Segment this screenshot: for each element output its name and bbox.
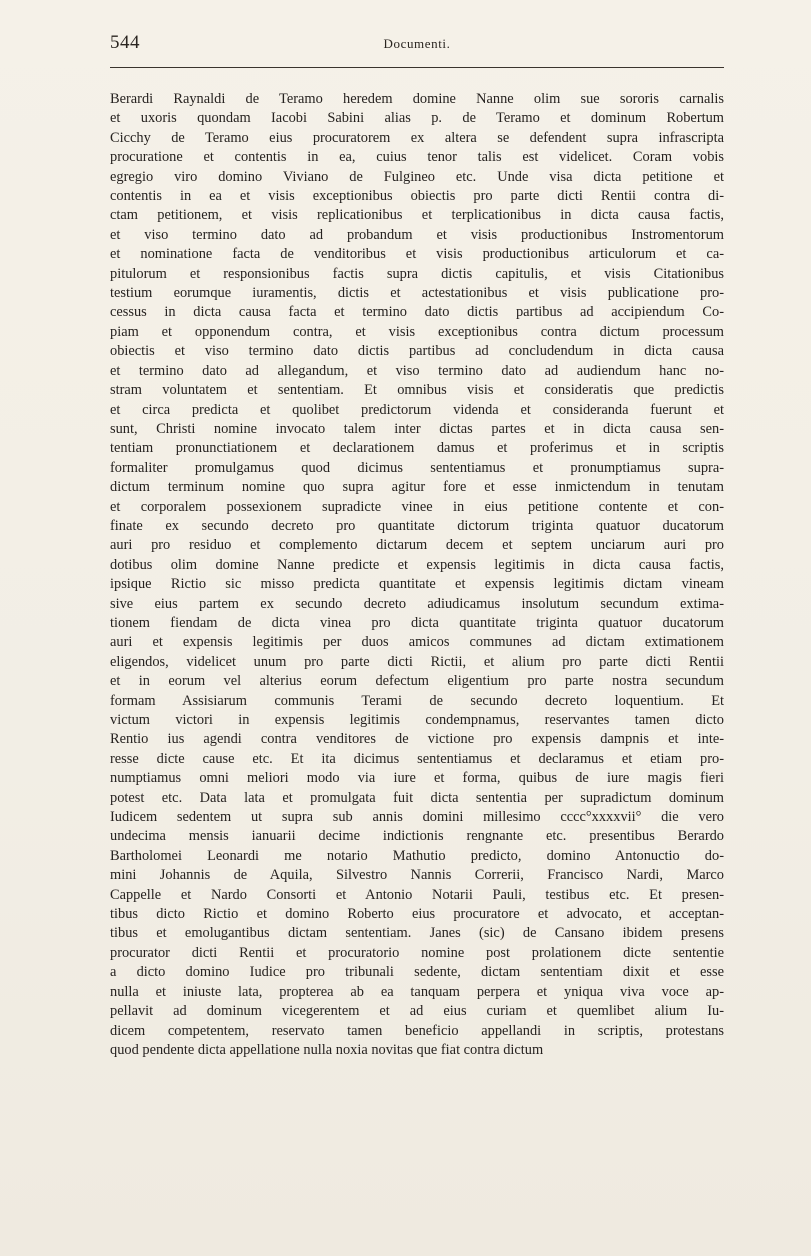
body-line: dictum terminum nomine quo supra agitur fore et esse inmictendum in tenutam <box>110 479 724 496</box>
body-text <box>110 90 724 1060</box>
body-line: Cicchy de Teramo eius procuratorem ex altera se defendent supra infrascripta <box>110 129 724 146</box>
body-line: undecima mensis ianuarii decime indictionis rengnante etc. presentibus Berardo <box>110 828 724 845</box>
body-line: et in eorum vel alterius eorum defectum eligentium pro parte nostra secundum <box>110 673 724 690</box>
body-line: stram voluntatem et sententiam. Et omnibus visis et consideratis que predictis <box>110 382 724 399</box>
body-line: mini Johannis de Aquila, Silvestro Nannis Correrii, Francisco Nardi, Marco <box>110 867 724 884</box>
body-line: formam Assisiarum communis Terami de secundo decreto loquentium. Et <box>110 692 724 709</box>
body-line: et uxoris quondam Iacobi Sabini alias p. de Teramo et dominum Robertum <box>110 110 724 127</box>
page-number: 544 <box>110 32 140 53</box>
body-line: Rentio ius agendi contra venditores de victione pro expensis dampnis et inte- <box>110 731 724 748</box>
running-title: Documenti. <box>383 36 451 51</box>
body-line: sive eius partem ex secundo decreto adiudicamus insolutum secundum extima- <box>110 595 724 612</box>
body-line: numptiamus omni meliori modo via iure et forma, quibus de iure magis fieri <box>110 770 724 787</box>
body-line: pitulorum et responsionibus factis supra dictis capitulis, et visis Citationibus <box>110 265 724 282</box>
body-line: resse dicte cause etc. Et ita dicimus sententiamus et declaramus et etiam pro- <box>110 750 724 767</box>
body-line: nulla et iniuste lata, propterea ab ea tanquam perpera et yniqua viva voce ap- <box>110 983 724 1000</box>
body-line: finate ex secundo decreto pro quantitate dictorum triginta quatuor ducatorum <box>110 517 724 534</box>
body-line: auri pro residuo et complemento dictarum decem et septem unciarum auri pro <box>110 537 724 554</box>
body-line: dicem competentem, reservato tamen beneficio appellandi in scriptis, protestans <box>110 1022 724 1039</box>
body-line: et circa predicta et quolibet predictorum videnda et consideranda fuerunt et <box>110 401 724 418</box>
body-line: contentis in ea et visis exceptionibus obiectis pro parte dicti Rentii contra di- <box>110 188 724 205</box>
body-line: formaliter promulgamus quod dicimus sententiamus et pronumptiamus supra- <box>110 459 724 476</box>
page-header <box>110 30 724 60</box>
body-line: et viso termino dato ad probandum et visis productionibus Instromentorum <box>110 226 724 243</box>
body-line: quod pendente dicta appellatione nulla noxia novitas que fiat contra dictum <box>110 1041 544 1058</box>
body-line: potest etc. Data lata et promulgata fuit dicta sententia per supradictum dominum <box>110 789 724 806</box>
body-line: et termino dato ad allegandum, et viso termino dato ad audiendum hanc no- <box>110 362 724 379</box>
body-line: Cappelle et Nardo Consorti et Antonio Notarii Pauli, testibus etc. Et presen- <box>110 886 724 903</box>
body-line: procurator dicti Rentii et procuratorio nomine post prolationem dicte sententie <box>110 944 724 961</box>
body-line: Bartholomei Leonardi me notario Mathutio predicto, domino Antonuctio do- <box>110 847 724 864</box>
body-line: tibus dicto Rictio et domino Roberto eius procuratore et advocato, et acceptan- <box>110 906 724 923</box>
body-line: Iudicem sedentem ut supra sub annis domini millesimo cccc°xxxxvii° die vero <box>110 809 724 826</box>
body-line: obiectis et viso termino dato dictis partibus ad concludendum in dicta causa <box>110 343 724 360</box>
body-line: a dicto domino Iudice pro tribunali sedente, dictam sententiam dixit et esse <box>110 964 724 981</box>
body-line: piam et opponendum contra, et visis exceptionibus contra dictum processum <box>110 323 724 340</box>
body-line: tibus et emolugantibus dictam sententiam. Janes (sic) de Cansano ibidem presens <box>110 925 724 942</box>
body-line: testium eorumque iuramentis, dictis et actestationibus et visis publicatione pro- <box>110 285 724 302</box>
body-line: ctam petitionem, et visis replicationibus et terplicationibus in dicta causa factis, <box>110 207 724 224</box>
body-line: dotibus olim domine Nanne predicte et expensis legitimis in dicta causa factis, <box>110 556 724 573</box>
body-line: et nominatione facta de venditoribus et visis productionibus articulorum et ca- <box>110 246 724 263</box>
body-line: sunt, Christi nomine invocato talem inter dictas partes et in dicta causa sen- <box>110 420 724 437</box>
body-line: cessus in dicta causa facta et termino dato dictis partibus ad accipiendum Co- <box>110 304 724 321</box>
body-line: egregio viro domino Viviano de Fulgineo etc. Unde visa dicta petitione et <box>110 168 724 185</box>
body-line: procuratione et contentis in ea, cuius tenor talis est videlicet. Coram vobis <box>110 149 724 166</box>
body-line: et corporalem possexionem supradicte vinee in eius petitione contente et con- <box>110 498 724 515</box>
body-line: tionem fiendam de dicta vinea pro dicta quantitate triginta quatuor ducatorum <box>110 614 724 631</box>
body-line: eligendos, videlicet unum pro parte dicti Rictii, et alium pro parte dicti Rentii <box>110 653 724 670</box>
body-line: pellavit ad dominum vicegerentem et ad eius curiam et quemlibet alium Iu- <box>110 1003 724 1020</box>
body-line: Berardi Raynaldi de Teramo heredem domine Nanne olim sue sororis carnalis <box>110 91 724 107</box>
body-line: victum victori in expensis legitimis condempnamus, reservantes tamen dicto <box>110 712 724 728</box>
body-line: auri et expensis legitimis per duos amicos communes ad dictam extimationem <box>110 634 724 651</box>
header-rule <box>110 67 724 68</box>
body-line: tentiam pronunctiationem et declarationem damus et proferimus et in scriptis <box>110 440 724 457</box>
body-line: ipsique Rictio sic misso predicta quantitate et expensis legitimis dictam vineam <box>110 576 724 593</box>
